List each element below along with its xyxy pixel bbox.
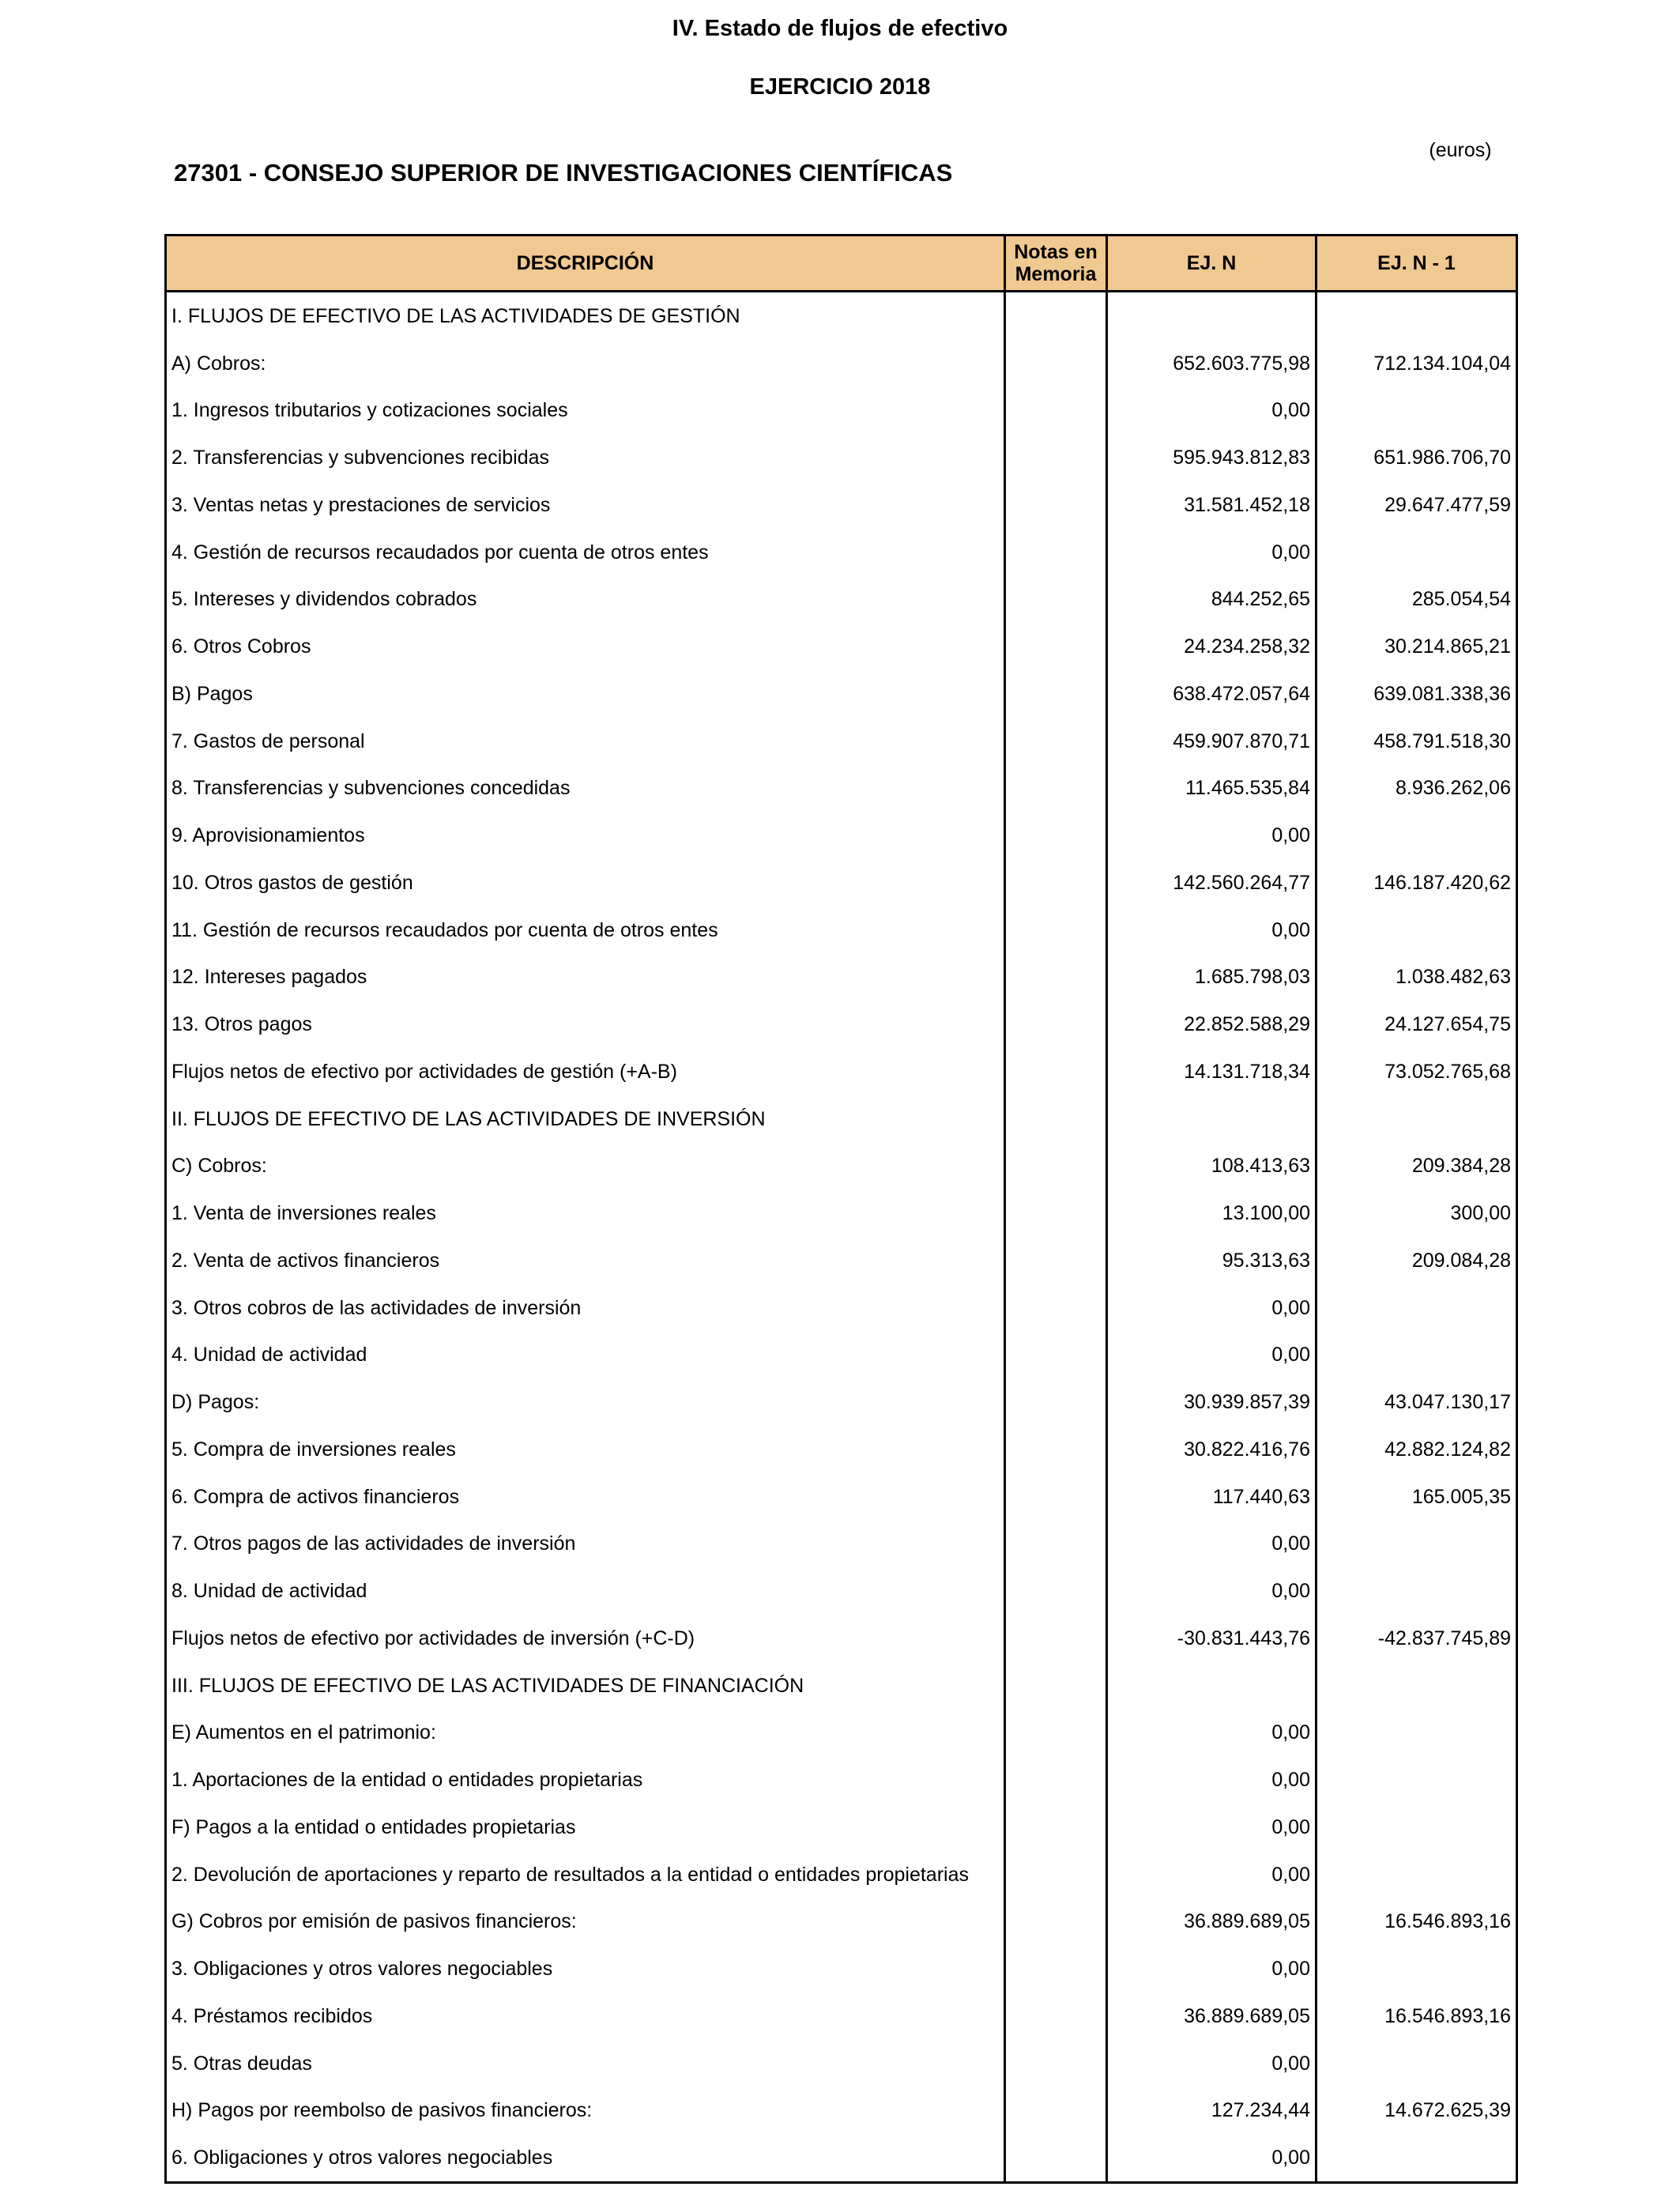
cell-description: 2. Transferencias y subvenciones recibidas [166,434,1005,481]
table-row [166,718,1517,765]
table-row [166,1378,1517,1426]
table-row [166,529,1517,576]
cell-previous-year [1317,812,1517,859]
cell-previous-year [1317,1284,1517,1332]
cell-current-year [1107,1095,1317,1143]
cell-current-year: 0,00 [1107,1710,1317,1757]
cell-previous-year: 16.546.893,16 [1317,1898,1517,1946]
cell-previous-year [1317,2134,1517,2182]
cell-description: D) Pagos: [166,1378,1005,1426]
table-row [166,1521,1517,1568]
cell-description: H) Pagos por reembolso de pasivos financieros: [166,2087,1005,2135]
table-row [166,481,1517,529]
table-row [166,1756,1517,1804]
cell-notes [1005,812,1107,859]
cell-description: Flujos netos de efectivo por actividades de inversión (+C-D) [166,1615,1005,1662]
cell-notes [1005,1426,1107,1473]
table-body [166,292,1517,2183]
table-row [166,623,1517,670]
cell-previous-year: 300,00 [1317,1189,1517,1237]
cell-current-year [1107,292,1317,340]
cell-notes [1005,1804,1107,1851]
table-row [166,812,1517,859]
cell-notes [1005,1332,1107,1379]
cell-description: 5. Intereses y dividendos cobrados [166,576,1005,624]
table-row [166,1662,1517,1710]
cell-description: 13. Otros pagos [166,1001,1005,1048]
cell-current-year: -30.831.443,76 [1107,1615,1317,1662]
cell-previous-year: 639.081.338,36 [1317,670,1517,718]
cell-current-year: 652.603.775,98 [1107,340,1317,387]
table-row [166,859,1517,907]
cell-description: 1. Ingresos tributarios y cotizaciones sociales [166,387,1005,435]
table-row [166,292,1517,340]
cell-notes [1005,2040,1107,2087]
cell-current-year: 0,00 [1107,1521,1317,1568]
table-header-row [166,236,1517,292]
cell-notes [1005,1473,1107,1521]
cell-notes [1005,718,1107,765]
table-row [166,1473,1517,1521]
column-header-notes-line1: Notas en [1014,241,1098,263]
table-row [166,765,1517,812]
cell-notes [1005,670,1107,718]
column-header-previous-year: EJ. N - 1 [1317,236,1517,292]
cash-flow-table [164,234,1518,2184]
cell-notes [1005,1001,1107,1048]
cell-notes [1005,954,1107,1001]
table-row [166,1851,1517,1898]
table-row [166,1237,1517,1284]
cell-notes [1005,387,1107,435]
cell-description: I. FLUJOS DE EFECTIVO DE LAS ACTIVIDADES DE GESTIÓN [166,292,1005,340]
table-row [166,434,1517,481]
cell-description: 11. Gestión de recursos recaudados por cuenta de otros entes [166,907,1005,954]
cell-previous-year: 209.384,28 [1317,1143,1517,1190]
table-row [166,2134,1517,2182]
table-row [166,1048,1517,1095]
cell-previous-year: 16.546.893,16 [1317,1992,1517,2040]
cell-current-year: 0,00 [1107,1332,1317,1379]
cell-previous-year: 458.791.518,30 [1317,718,1517,765]
cell-current-year: 0,00 [1107,2134,1317,2182]
cell-notes [1005,623,1107,670]
cell-current-year: 108.413,63 [1107,1143,1317,1190]
table-row [166,2087,1517,2135]
cell-description: A) Cobros: [166,340,1005,387]
cell-current-year: 0,00 [1107,387,1317,435]
cell-previous-year [1317,1521,1517,1568]
cell-previous-year: 651.986.706,70 [1317,434,1517,481]
cell-previous-year [1317,1332,1517,1379]
cell-notes [1005,1189,1107,1237]
cell-description: 6. Compra de activos financieros [166,1473,1005,1521]
table-row [166,1284,1517,1332]
cell-notes [1005,1284,1107,1332]
cell-notes [1005,481,1107,529]
table-row [166,1710,1517,1757]
cell-current-year: 0,00 [1107,812,1317,859]
cell-current-year: 0,00 [1107,907,1317,954]
cell-notes [1005,434,1107,481]
table-row [166,1001,1517,1048]
cell-notes [1005,1756,1107,1804]
cell-current-year: 95.313,63 [1107,1237,1317,1284]
cell-current-year: 22.852.588,29 [1107,1001,1317,1048]
cell-notes [1005,1237,1107,1284]
cell-current-year: 11.465.535,84 [1107,765,1317,812]
cell-previous-year: 14.672.625,39 [1317,2087,1517,2135]
cell-previous-year: 24.127.654,75 [1317,1001,1517,1048]
cell-previous-year: 8.936.262,06 [1317,765,1517,812]
cell-previous-year: 73.052.765,68 [1317,1048,1517,1095]
cell-current-year: 0,00 [1107,2040,1317,2087]
cell-description: 4. Préstamos recibidos [166,1992,1005,2040]
cell-description: III. FLUJOS DE EFECTIVO DE LAS ACTIVIDADES DE FINANCIACIÓN [166,1662,1005,1710]
table-row [166,1992,1517,2040]
cell-current-year: 13.100,00 [1107,1189,1317,1237]
entity-title: 27301 - CONSEJO SUPERIOR DE INVESTIGACIONES CIENTÍFICAS [174,159,953,187]
cell-notes [1005,1710,1107,1757]
cell-description: G) Cobros por emisión de pasivos financieros: [166,1898,1005,1946]
cell-description: 8. Unidad de actividad [166,1567,1005,1615]
table-row [166,1804,1517,1851]
cell-notes [1005,576,1107,624]
cell-description: 12. Intereses pagados [166,954,1005,1001]
table-row [166,1189,1517,1237]
table-row [166,1426,1517,1473]
cell-notes [1005,2134,1107,2182]
cell-description: 10. Otros gastos de gestión [166,859,1005,907]
exercise-title: EJERCICIO 2018 [749,74,931,100]
table-row [166,907,1517,954]
cell-notes [1005,1048,1107,1095]
cell-description: E) Aumentos en el patrimonio: [166,1710,1005,1757]
cell-notes [1005,1898,1107,1946]
cell-notes [1005,292,1107,340]
cell-previous-year: 285.054,54 [1317,576,1517,624]
table-row [166,2040,1517,2087]
cell-notes [1005,1567,1107,1615]
cell-current-year: 0,00 [1107,529,1317,576]
cell-previous-year: 42.882.124,82 [1317,1426,1517,1473]
cell-previous-year [1317,1851,1517,1898]
cell-description: 4. Unidad de actividad [166,1332,1005,1379]
cell-notes [1005,1992,1107,2040]
cell-previous-year: 146.187.420,62 [1317,859,1517,907]
table-row [166,670,1517,718]
table-row [166,1898,1517,1946]
cell-description: 1. Venta de inversiones reales [166,1189,1005,1237]
cell-previous-year: -42.837.745,89 [1317,1615,1517,1662]
cell-current-year: 31.581.452,18 [1107,481,1317,529]
cell-current-year: 459.907.870,71 [1107,718,1317,765]
cell-current-year: 30.822.416,76 [1107,1426,1317,1473]
cell-notes [1005,859,1107,907]
cell-description: 6. Obligaciones y otros valores negociables [166,2134,1005,2182]
cell-previous-year [1317,1710,1517,1757]
cell-current-year: 595.943.812,83 [1107,434,1317,481]
cell-previous-year [1317,1095,1517,1143]
cell-current-year: 0,00 [1107,1945,1317,1992]
cell-current-year: 0,00 [1107,1804,1317,1851]
cell-previous-year: 712.134.104,04 [1317,340,1517,387]
cell-notes [1005,2087,1107,2135]
cell-current-year: 844.252,65 [1107,576,1317,624]
column-header-notes-line2: Memoria [1015,263,1097,285]
cell-description: 3. Otros cobros de las actividades de inversión [166,1284,1005,1332]
cell-current-year: 36.889.689,05 [1107,1992,1317,2040]
cell-notes [1005,340,1107,387]
cell-current-year: 1.685.798,03 [1107,954,1317,1001]
table-row [166,1615,1517,1662]
cell-description: 6. Otros Cobros [166,623,1005,670]
cell-notes [1005,1945,1107,1992]
table-row [166,576,1517,624]
cell-previous-year [1317,1756,1517,1804]
cell-notes [1005,1851,1107,1898]
cell-current-year: 0,00 [1107,1284,1317,1332]
cell-description: 8. Transferencias y subvenciones concedidas [166,765,1005,812]
cell-notes [1005,1521,1107,1568]
cell-description: 7. Otros pagos de las actividades de inversión [166,1521,1005,1568]
cell-notes [1005,907,1107,954]
cell-current-year [1107,1662,1317,1710]
table-row [166,387,1517,435]
cell-current-year: 142.560.264,77 [1107,859,1317,907]
cell-previous-year [1317,529,1517,576]
cell-notes [1005,1143,1107,1190]
cell-description: 1. Aportaciones de la entidad o entidades propietarias [166,1756,1005,1804]
cell-notes [1005,1615,1107,1662]
cell-previous-year: 43.047.130,17 [1317,1378,1517,1426]
cell-current-year: 117.440,63 [1107,1473,1317,1521]
cell-previous-year: 1.038.482,63 [1317,954,1517,1001]
cell-current-year: 0,00 [1107,1756,1317,1804]
table-row [166,1567,1517,1615]
cell-notes [1005,529,1107,576]
column-header-notes [1005,236,1107,292]
cell-previous-year: 30.214.865,21 [1317,623,1517,670]
cell-notes [1005,765,1107,812]
cell-current-year: 0,00 [1107,1567,1317,1615]
cell-previous-year [1317,292,1517,340]
page-title: IV. Estado de flujos de efectivo [672,16,1008,41]
cell-description: 5. Compra de inversiones reales [166,1426,1005,1473]
cell-description: 9. Aprovisionamientos [166,812,1005,859]
cell-current-year: 638.472.057,64 [1107,670,1317,718]
cell-notes [1005,1662,1107,1710]
cell-current-year: 0,00 [1107,1851,1317,1898]
cell-description: 3. Ventas netas y prestaciones de servicios [166,481,1005,529]
cell-previous-year: 165.005,35 [1317,1473,1517,1521]
cell-notes [1005,1378,1107,1426]
cell-description: Flujos netos de efectivo por actividades de gestión (+A-B) [166,1048,1005,1095]
cell-current-year: 14.131.718,34 [1107,1048,1317,1095]
cell-previous-year [1317,907,1517,954]
cell-current-year: 127.234,44 [1107,2087,1317,2135]
table-row [166,1332,1517,1379]
cell-description: C) Cobros: [166,1143,1005,1190]
cell-current-year: 36.889.689,05 [1107,1898,1317,1946]
cell-current-year: 24.234.258,32 [1107,623,1317,670]
table-row [166,1945,1517,1992]
column-header-description: DESCRIPCIÓN [166,236,1005,292]
cell-previous-year: 209.084,28 [1317,1237,1517,1284]
cell-description: B) Pagos [166,670,1005,718]
currency-unit-label: (euros) [1429,139,1492,161]
cell-description: II. FLUJOS DE EFECTIVO DE LAS ACTIVIDADES DE INVERSIÓN [166,1095,1005,1143]
cell-description: 3. Obligaciones y otros valores negociables [166,1945,1005,1992]
cell-previous-year [1317,1804,1517,1851]
cell-previous-year [1317,1662,1517,1710]
cell-current-year: 30.939.857,39 [1107,1378,1317,1426]
cell-previous-year [1317,2040,1517,2087]
cell-description: 7. Gastos de personal [166,718,1005,765]
cell-description: 2. Venta de activos financieros [166,1237,1005,1284]
column-header-current-year: EJ. N [1107,236,1317,292]
cell-description: F) Pagos a la entidad o entidades propietarias [166,1804,1005,1851]
cell-notes [1005,1095,1107,1143]
cell-previous-year [1317,387,1517,435]
cell-description: 5. Otras deudas [166,2040,1005,2087]
table-row [166,954,1517,1001]
table-row [166,340,1517,387]
table-row [166,1143,1517,1190]
cell-previous-year [1317,1567,1517,1615]
cell-description: 4. Gestión de recursos recaudados por cuenta de otros entes [166,529,1005,576]
cell-previous-year [1317,1945,1517,1992]
table-row [166,1095,1517,1143]
cell-description: 2. Devolución de aportaciones y reparto de resultados a la entidad o entidades propietarias [166,1851,1005,1898]
cell-previous-year: 29.647.477,59 [1317,481,1517,529]
